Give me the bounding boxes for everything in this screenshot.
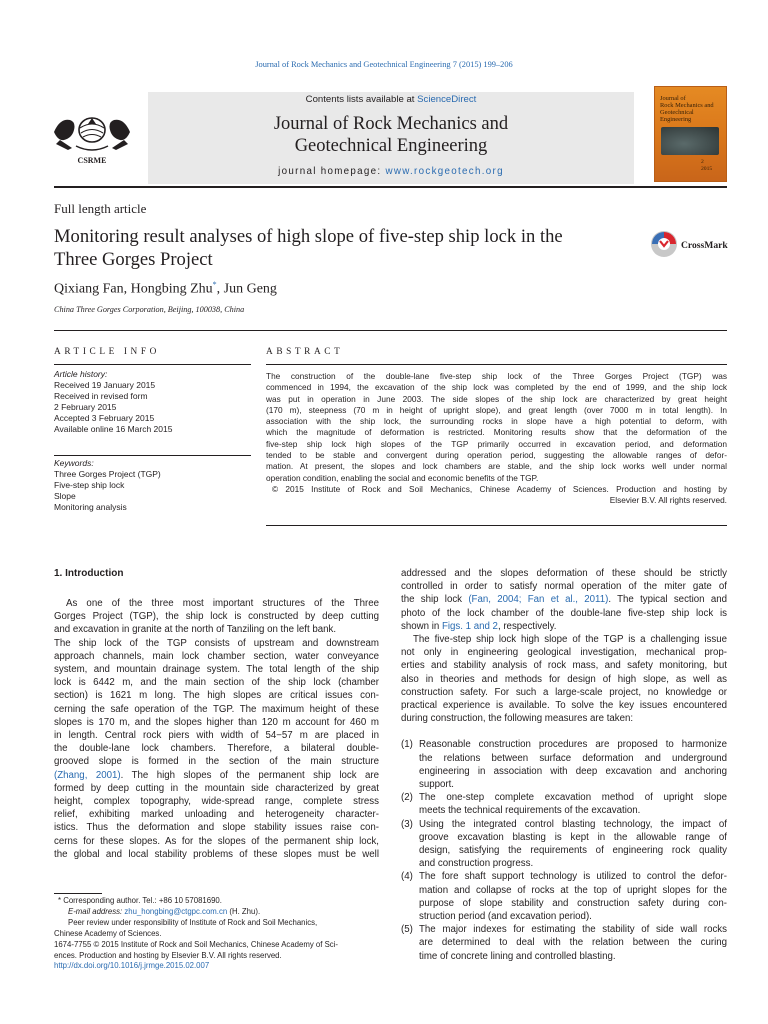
measure-list-item [401,738,727,791]
list-text [401,738,727,791]
body-text: . The typical section and [608,594,727,606]
body-line: relief, exhibiting marked unloading and heterogeneity character- [54,809,379,821]
list-line: the relations between surface deformation and underground [419,752,727,764]
contents-line [148,94,634,105]
abstract-copyright-end: Elsevier B.V. All rights reserved. [609,495,727,506]
cover-title-line-4: Engineering [660,116,692,123]
list-line: The one-step complete excavation method of upright slope [419,792,727,804]
list-line: Using the integrated control blasting technology, the impact of [419,818,727,830]
email-suffix: (H. Zhu). [227,906,261,916]
journal-citation-link[interactable]: Journal of Rock Mechanics and Geotechnical Engineering 7 (2015) 199–206 [255,60,513,69]
abstract-line-end: operation condition, enabling the social and economic benefits of the TGP. [266,472,539,483]
body-line: the double-lane lock chambers. Therefore, a bilateral double- [54,743,379,755]
right-column-text [401,567,727,963]
journal-title-line-1: Journal of Rock Mechanics and [273,114,509,134]
corresponding-author-note: * Corresponding author. Tel.: +86 10 57081690. [58,896,222,905]
body-line: in length. Central rock piers with width of 54−57 m are placed in [54,730,379,742]
issn-copyright: 1674-7755 © 2015 Institute of Rock and Soil Mechanics, Chinese Academy of Sci- [54,939,338,949]
paper-title-line-2: Three Gorges Project [54,249,213,270]
body-line: and excavation in granite at the north of Tanziling on the left bank. [54,624,337,636]
measure-list-item [401,870,727,923]
list-line: The major indexes for estimating the stability of side wall rocks [419,924,727,936]
list-line: are determined to deal with the relation between the curing [419,937,727,949]
cover-title-line-2: Rock Mechanics and [660,102,714,109]
list-line: Reasonable construction procedures are proposed to harmonize [419,739,727,751]
crossmark-label: CrossMark [681,240,728,251]
csrme-logo-text: CSRME [77,156,107,165]
article-info-divider-mid [54,455,251,456]
list-line: design, satisfying the requirements of engineering rock quality [419,845,727,857]
abstract-line: five-step ship lock high slopes of the TGP primarily occurred in excavation period, and deformation [266,438,727,449]
body-line: Gorges Project (TGP), the ship lock is constructed by deep cutting [54,611,379,623]
abstract-divider-bottom [266,525,727,526]
body-line: practical experience is available. To solve the key issues encountered [401,700,727,712]
list-line: The fore shaft support technology is utilized to control the defor- [419,871,727,883]
author-names-end: , Jun Geng [216,281,277,297]
affiliation-divider [54,330,727,331]
abstract-line: which the magnitude of deformation is restricted. Monitoring results show that the deformation of the [266,427,727,438]
body-line: formed by deep cutting in the mountain side characterized by great [54,782,379,794]
abstract-line: tended to be stable and convergent during operation period, suggesting the allowable ranges of defor- [266,450,727,461]
article-type: Full length article [54,201,147,216]
article-info-heading: ARTICLE INFO [54,347,160,357]
list-number: (4) [401,871,413,883]
header-divider [54,186,727,188]
keyword-item: Slope [54,491,76,501]
paper-title-line-1: Monitoring result analyses of high slope of five-step ship lock in the [54,226,563,247]
keywords [54,458,251,513]
body-text: , respectively. [497,620,557,632]
body-line: also in theories and methods for design of high slope, as well as [401,673,727,685]
body-line: controlled in order to satisfy normal operation of the miter gate of [401,581,727,593]
footnotes [54,896,379,972]
section-heading-introduction: 1. Introduction [54,568,124,579]
homepage-prefix: journal homepage: [278,166,386,177]
keyword-item: Three Gorges Project (TGP) [54,469,161,479]
body-line: height, complex topography, wide-spread range, complete stress [54,796,379,808]
body-line: the global and local stability problems of these slopes must be well [54,848,379,860]
body-line: istics. Thus the deformation and slope stability issues raise con- [54,822,379,834]
article-history-label: Article history: [54,369,108,379]
body-line: As one of the three most important structures of the Three [66,598,379,609]
body-line: system, and mountain drainage system. The total length of the ship [54,664,379,676]
keywords-label: Keywords: [54,458,94,468]
list-number: (2) [401,792,413,804]
peer-review-note-end: Chinese Academy of Sciences. [54,928,162,938]
body-line: erties and stability analysis of rock mass, and safety monitoring, but [401,660,727,672]
list-line: meets the technical requirements of the excavation. [419,805,641,817]
history-revised-date: 2 February 2015 [54,402,117,412]
list-text [401,818,727,871]
list-spacer [401,725,727,738]
list-line: support. [419,779,455,791]
email-line [54,907,379,918]
body-line [401,620,727,633]
contents-prefix: Contents lists available at [305,94,418,105]
cover-issue [701,159,712,172]
figure-reference-link[interactable]: Figs. 1 and 2 [441,620,498,632]
email-link[interactable]: zhu_hongbing@ctgpc.com.cn [124,906,228,916]
journal-title-line-2: Geotechnical Engineering [294,136,488,156]
csrme-logo-icon [50,104,134,166]
history-online: Available online 16 March 2015 [54,424,173,434]
sciencedirect-link[interactable]: ScienceDirect [417,94,477,105]
body-line: not only in engineering geological investigation, mechanical prop- [401,647,727,659]
peer-review-note: Peer review under responsibility of Institute of Rock and Soil Mechanics, [68,917,318,927]
left-column-text [54,597,379,861]
list-line: struction period (and excavation period). [419,911,592,923]
measure-list-item [401,818,727,871]
homepage-link[interactable]: www.rockgeotech.org [385,166,504,177]
list-number: (1) [401,739,413,751]
citation-zhang-2001[interactable]: (Zhang, 2001) [54,769,121,781]
measure-list-item [401,791,727,817]
body-line: The ship lock of the TGP consists of upstream and downstream [54,637,379,649]
cover-title-line-3: Geotechnical [660,109,694,116]
list-line: time of concrete lining and controlled blasting. [419,950,616,962]
affiliation: China Three Gorges Corporation, Beijing, 100038, China [54,305,245,314]
history-accepted: Accepted 3 February 2015 [54,413,155,423]
article-info-divider-top [54,364,251,365]
abstract-text [266,371,727,507]
history-received: Received 19 January 2015 [54,380,156,390]
measure-list-item [401,923,727,963]
cover-issue-year: 2015 [701,165,713,172]
body-line: grooved slope is formed in the section of the main structure [54,756,379,768]
list-line: groove excavation blasting is kept in the allowable range of [419,831,727,843]
list-text [401,791,727,817]
footnote-divider [54,893,102,894]
abstract-line: The construction of the double-lane five-step ship lock of the Three Gorges Project (TGP) was [266,371,727,381]
list-line: mation and collapse of rocks at the top of upright slopes for the [419,884,727,896]
list-text [401,923,727,963]
cover-issue-number: 2 [701,159,704,165]
crossmark-badge[interactable] [650,228,732,260]
body-line: section) is 1621 m long. The high slopes are critical issues con- [54,690,379,702]
abstract-heading: ABSTRACT [266,347,344,357]
journal-cover-thumbnail[interactable] [654,86,727,182]
list-line: and construction progress. [419,858,534,870]
author-list [54,280,277,298]
body-line: cerns for these slopes. As for the slopes of the permanent ship lock, [54,835,379,847]
body-line: addressed and the slopes deformation of these should be strictly [401,568,727,579]
list-line: purpose of slope stability and construction safety during con- [419,897,727,909]
body-line [401,593,727,606]
author-names: Qixiang Fan, Hongbing Zhu [54,281,213,297]
body-line: slopes is 170 m, and the slopes higher than 120 m account for 460 m [54,716,379,728]
body-line: during construction, the following measures are taken: [401,713,634,725]
journal-homepage-line [148,166,634,177]
body-line: The five-step ship lock high slope of the TGP is a challenging issue [413,634,727,646]
abstract-copyright: © 2015 Institute of Rock and Soil Mechanics, Chinese Academy of Sciences. Production and hosting by [272,483,727,494]
keyword-item: Five-step ship lock [54,480,125,490]
history-revised-label: Received in revised form [54,391,148,401]
list-text [401,870,727,923]
list-number: (3) [401,818,413,830]
journal-title [148,113,634,157]
paper-title [54,225,644,271]
abstract-line: commenced in 1994, the excavation of the ship lock was completed by the end of 1999, and the ship lock [266,382,727,393]
body-line: construction safety. For such a large-scale project, no knowledge or [401,686,727,698]
abstract-divider-top [266,364,727,365]
body-line: photo of the lock chamber of the double-lane five-step ship lock is [401,607,727,619]
body-line: cerning the safe operation of the TGP. The maximum height of these [54,703,379,715]
doi-link[interactable]: http://dx.doi.org/10.1016/j.jrmge.2015.02.007 [54,961,210,971]
email-label: E-mail address: [68,906,125,916]
body-line [54,769,379,782]
article-history [54,369,251,435]
body-line: lock is 6442 m, and the main section of the ship lock (chamber [54,677,379,689]
citation-fan[interactable]: (Fan, 2004; Fan et al., 2011) [468,594,609,606]
list-line: engineering in association with deep excavation and anchoring [419,765,727,777]
body-text: the ship lock [401,594,469,606]
cover-title [660,95,714,123]
body-line: approach channels, main lock chamber section, water conveyance [54,650,379,662]
cover-title-line-1: Journal of [660,95,686,102]
issn-copyright-end: ences. Production and hosting by Elsevier B.V. All rights reserved. [54,950,282,960]
corresponding-author-mark[interactable]: * [212,280,217,289]
abstract-line: mation. At present, the slopes and lock chambers are stable, and the ship lock works well under normal [266,461,727,472]
body-text: shown in [401,620,442,632]
keyword-item: Monitoring analysis [54,502,127,512]
cover-image [661,127,719,155]
abstract-line: association with the ship lock, the surrounding rocks in slope have a high potential to deform, with [266,416,727,427]
abstract-line: (170 m), steepness (70 m in height of upright slope), and great length (over 7000 m in total length). In [266,404,727,415]
abstract-line: was put in operation in June 2003. The side slopes of the ship lock are characterized by great height [266,393,727,404]
body-text: . The high slopes of the permanent ship lock are [120,769,379,781]
list-number: (5) [401,924,413,936]
